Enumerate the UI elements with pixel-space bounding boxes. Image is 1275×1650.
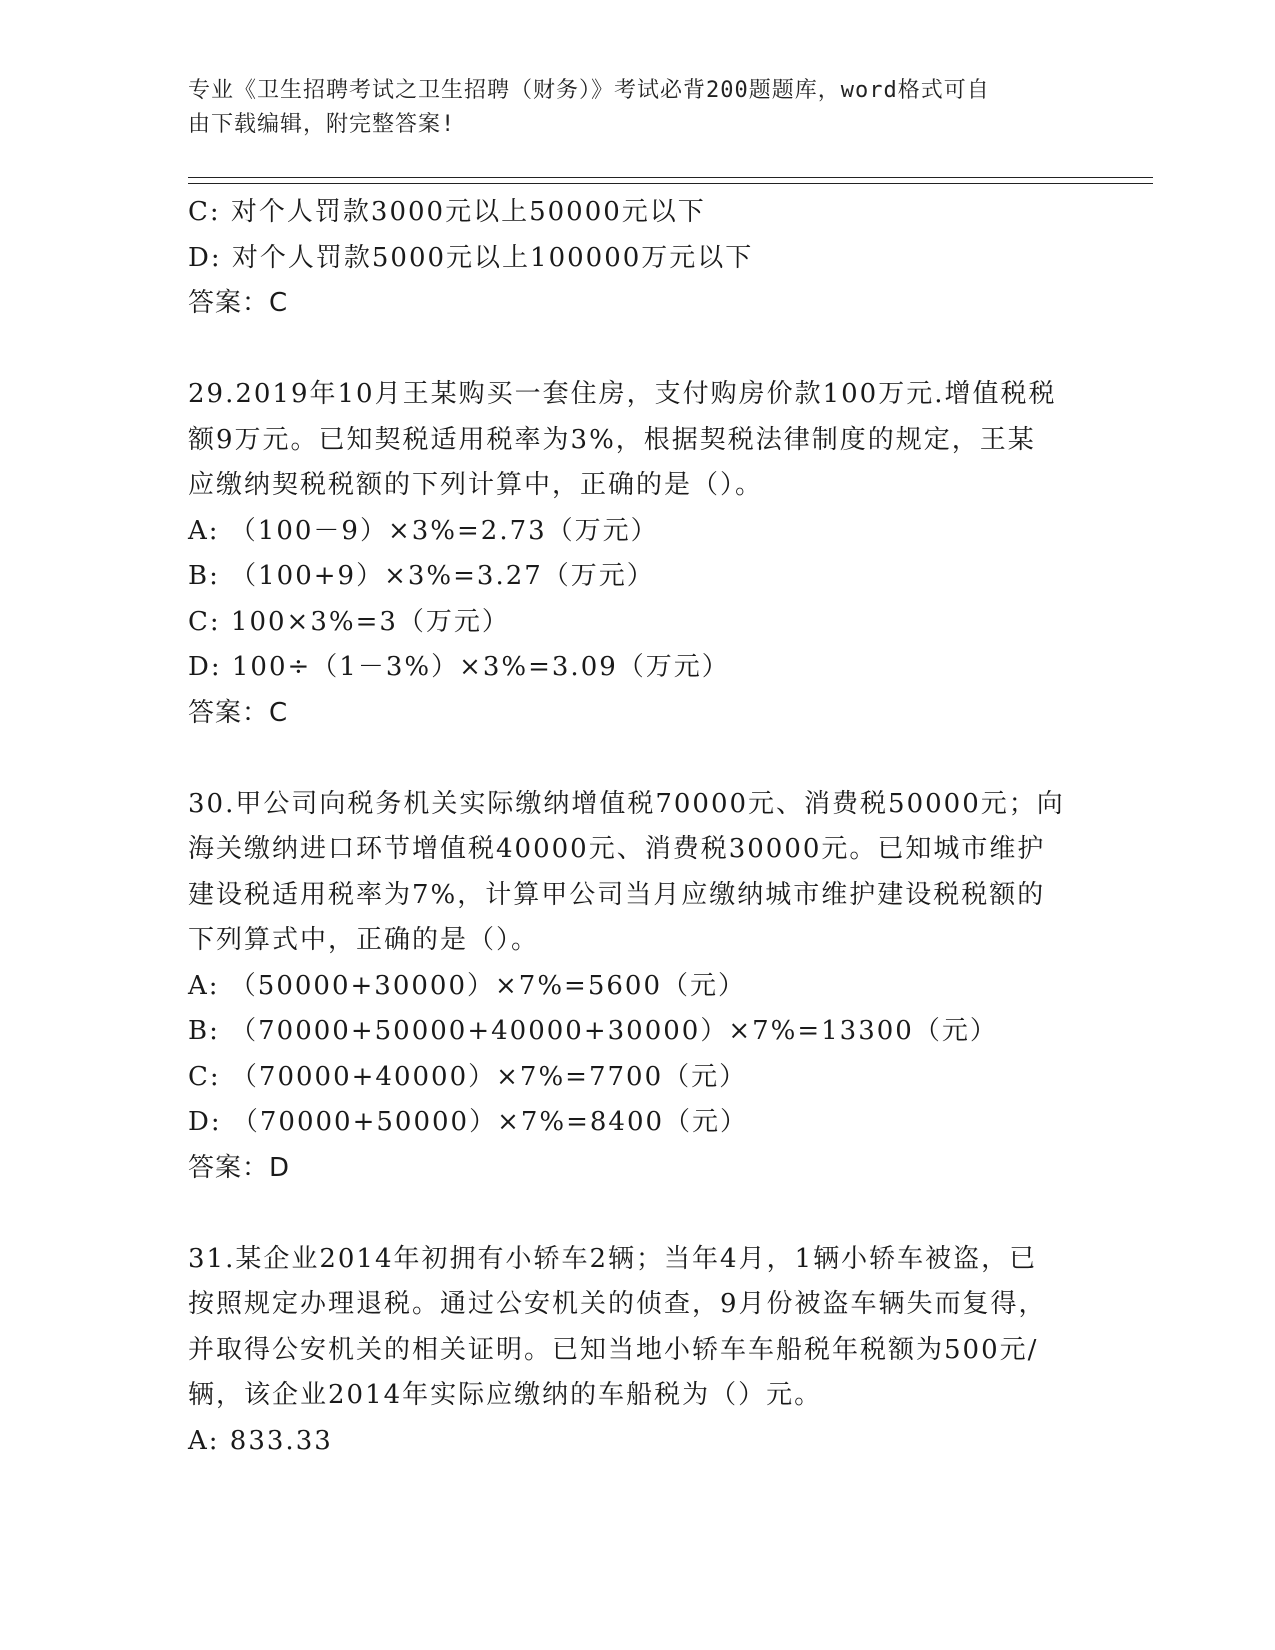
question-31 — [188, 1237, 1088, 1465]
answer: 答案：D — [188, 1152, 291, 1183]
option-c: C: 对个人罚款3000元以上50000元以下 — [188, 197, 706, 227]
option-b: B: （70000+50000+40000+30000）×7%=13300（元） — [188, 1016, 998, 1046]
question-28-tail — [188, 190, 1088, 327]
option-d: D: （70000+50000）×7%=8400（元） — [188, 1107, 749, 1137]
option-d: D: 对个人罚款5000元以上100000万元以下 — [188, 242, 754, 273]
answer: 答案：C — [188, 288, 289, 318]
question-stem: 应缴纳契税税额的下列计算中，正确的是（）。 — [188, 470, 764, 500]
question-stem: 按照规定办理退税。通过公安机关的侦查，9月份被盗车辆失而复得， — [188, 1289, 1047, 1319]
header-line-2: 由下载编辑，附完整答案! — [188, 112, 456, 137]
header-rule-top — [188, 177, 1153, 178]
spacer — [188, 327, 1088, 373]
question-30 — [188, 782, 1088, 1192]
answer: 答案：C — [188, 697, 289, 728]
option-a: A: （100－9）×3%=2.73（万元） — [188, 515, 659, 546]
question-29 — [188, 372, 1088, 736]
spacer — [188, 736, 1088, 782]
question-stem: 建设税适用税率为7%，计算甲公司当月应缴纳城市维护建设税税额的 — [188, 879, 1046, 910]
question-stem: 海关缴纳进口环节增值税40000元、消费税30000元。已知城市维护 — [188, 834, 1046, 864]
option-a: A: （50000+30000）×7%=5600（元） — [188, 970, 746, 1001]
document-header — [188, 74, 1088, 142]
question-stem: 29.2019年10月王某购买一套住房，支付购房价款100万元.增值税税 — [188, 379, 1057, 409]
header-line-1: 专业《卫生招聘考试之卫生招聘（财务）》考试必背200题题库，word格式可自 — [188, 78, 990, 103]
option-b: B: （100+9）×3%=3.27（万元） — [188, 561, 655, 591]
document-body — [188, 190, 1088, 1464]
header-rule-bottom — [188, 183, 1153, 184]
question-stem: 31.某企业2014年初拥有小轿车2辆；当年4月，1辆小轿车被盗，已 — [188, 1243, 1038, 1274]
question-stem: 下列算式中，正确的是（）。 — [188, 925, 540, 955]
spacer — [188, 1191, 1088, 1237]
option-c: C: 100×3%=3（万元） — [188, 606, 510, 637]
question-stem: 额9万元。已知契税适用税率为3%，根据契税法律制度的规定，王某 — [188, 424, 1036, 455]
option-c: C: （70000+40000）×7%=7700（元） — [188, 1061, 748, 1092]
question-stem: 并取得公安机关的相关证明。已知当地小轿车车船税年税额为500元/ — [188, 1334, 1039, 1365]
question-stem: 辆，该企业2014年实际应缴纳的车船税为（）元。 — [188, 1380, 823, 1410]
question-stem: 30.甲公司向税务机关实际缴纳增值税70000元、消费税50000元；向 — [188, 788, 1065, 819]
option-a: A: 833.33 — [188, 1425, 333, 1456]
option-d: D: 100÷（1－3%）×3%=3.09（万元） — [188, 652, 730, 682]
